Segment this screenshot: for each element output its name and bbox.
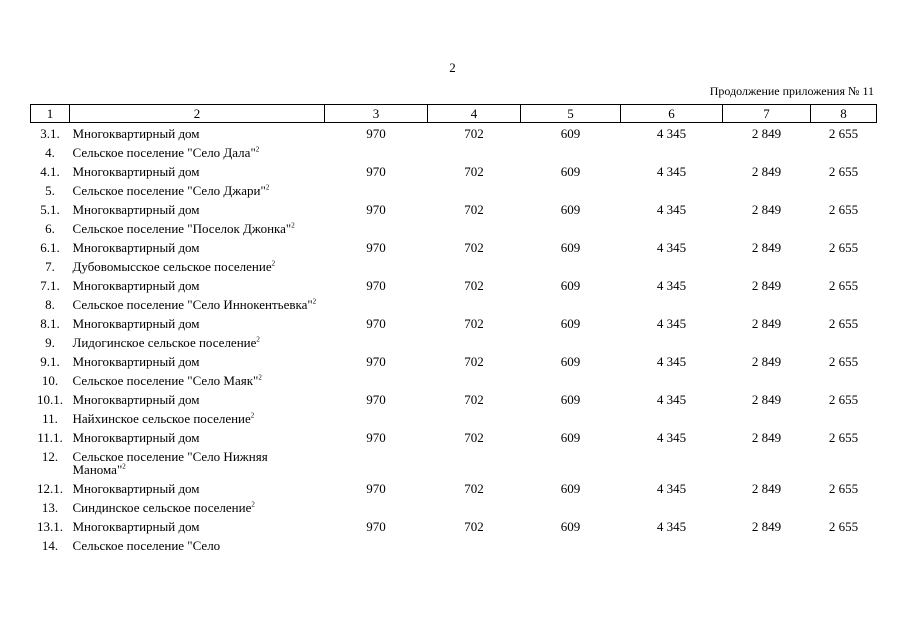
row-name-cell — [70, 409, 325, 428]
footnote-marker: 2 — [250, 411, 255, 420]
value-cell — [428, 447, 521, 479]
value-cell: 2 655 — [828, 164, 859, 179]
header-cell: 1 — [31, 105, 70, 123]
row-name: Многоквартирный дом — [72, 519, 200, 534]
table-row — [31, 181, 877, 200]
value-cell — [521, 143, 621, 162]
value-cell: 970 — [366, 278, 386, 293]
value-cell: 970 — [366, 316, 386, 331]
value-cell: 2 849 — [751, 354, 782, 369]
row-name: Многоквартирный дом — [72, 164, 200, 179]
footnote-marker: 2 — [271, 259, 276, 268]
value-cell: 609 — [560, 354, 581, 369]
value-cell — [325, 498, 428, 517]
table-row — [31, 333, 877, 352]
value-cell — [428, 536, 521, 555]
value-cell — [723, 257, 811, 276]
value-cell: 2 655 — [828, 354, 859, 369]
row-name-cell — [70, 295, 325, 314]
table-row — [31, 498, 877, 517]
value-cell: 970 — [366, 354, 386, 369]
row-name-cell — [70, 143, 325, 162]
value-cell: 609 — [560, 202, 581, 217]
value-cell — [428, 181, 521, 200]
value-cell — [521, 447, 621, 479]
value-cell — [621, 447, 723, 479]
value-cell: 702 — [464, 481, 484, 496]
value-cell — [621, 295, 723, 314]
row-name: Многоквартирный дом — [72, 202, 200, 217]
value-cell — [621, 333, 723, 352]
value-cell — [723, 181, 811, 200]
row-number: 5.1. — [40, 202, 60, 217]
header-cell: 7 — [723, 105, 811, 123]
value-cell — [521, 295, 621, 314]
row-name-cell — [70, 219, 325, 238]
value-cell: 2 849 — [751, 164, 782, 179]
row-number: 12. — [41, 449, 59, 464]
row-number: 4. — [45, 145, 55, 160]
value-cell — [325, 371, 428, 390]
table-body — [31, 123, 877, 556]
footnote-marker: 2 — [265, 183, 270, 192]
value-cell: 2 849 — [751, 278, 782, 293]
value-cell — [521, 219, 621, 238]
value-cell — [325, 536, 428, 555]
value-cell: 2 655 — [828, 240, 859, 255]
value-cell: 970 — [366, 164, 386, 179]
value-cell — [621, 143, 723, 162]
value-cell — [723, 536, 811, 555]
value-cell: 609 — [560, 278, 581, 293]
row-number: 10.1. — [37, 392, 63, 407]
value-cell: 2 655 — [828, 430, 859, 445]
value-cell: 2 849 — [751, 392, 782, 407]
value-cell — [621, 536, 723, 555]
row-name: Многоквартирный дом — [72, 240, 200, 255]
value-cell: 702 — [464, 519, 484, 534]
value-cell: 2 655 — [828, 126, 859, 141]
row-number: 13. — [41, 500, 59, 515]
value-cell: 970 — [366, 481, 386, 496]
row-name: Многоквартирный дом — [72, 316, 200, 331]
header-row — [31, 105, 877, 123]
row-number: 14. — [41, 538, 59, 553]
table-row — [31, 200, 877, 219]
value-cell: 970 — [366, 392, 386, 407]
row-name-cell — [70, 517, 325, 536]
value-cell — [723, 333, 811, 352]
value-cell: 2 655 — [828, 202, 859, 217]
value-cell — [621, 371, 723, 390]
value-cell: 2 655 — [828, 392, 859, 407]
value-cell: 609 — [560, 430, 581, 445]
row-name: Сельское поселение "Село Нижняя Манома" — [72, 449, 268, 477]
value-cell — [723, 371, 811, 390]
value-cell — [811, 536, 877, 555]
row-name-cell — [70, 498, 325, 517]
row-number: 8.1. — [40, 316, 60, 331]
header-cell: 5 — [521, 105, 621, 123]
row-name: Синдинское сельское поселение — [72, 500, 252, 515]
value-cell: 609 — [560, 519, 581, 534]
value-cell: 4 345 — [656, 430, 687, 445]
value-cell: 702 — [464, 164, 484, 179]
row-name: Многоквартирный дом — [72, 430, 200, 445]
value-cell — [811, 447, 877, 479]
value-cell — [325, 409, 428, 428]
row-number: 3.1. — [40, 126, 60, 141]
row-name-cell — [70, 428, 325, 447]
value-cell: 970 — [366, 240, 386, 255]
table-row — [31, 238, 877, 257]
value-cell — [521, 409, 621, 428]
row-number: 12.1. — [37, 481, 63, 496]
value-cell — [521, 536, 621, 555]
value-cell — [325, 257, 428, 276]
value-cell — [521, 181, 621, 200]
row-name-cell — [70, 371, 325, 390]
value-cell — [621, 257, 723, 276]
row-name-cell — [70, 276, 325, 295]
row-number: 6.1. — [40, 240, 60, 255]
value-cell: 2 655 — [828, 278, 859, 293]
row-name: Сельское поселение "Село Иннокентьевка" — [72, 297, 313, 312]
value-cell — [811, 295, 877, 314]
value-cell: 4 345 — [656, 316, 687, 331]
value-cell: 702 — [464, 202, 484, 217]
data-table — [30, 104, 877, 555]
table-row — [31, 447, 877, 479]
value-cell: 2 849 — [751, 126, 782, 141]
row-number: 11. — [42, 411, 58, 426]
value-cell — [621, 219, 723, 238]
row-name: Дубовомысское сельское поселение — [72, 259, 272, 274]
footnote-marker: 2 — [122, 462, 126, 471]
value-cell: 2 655 — [828, 519, 859, 534]
row-name: Сельское поселение "Село Маяк" — [72, 373, 259, 388]
header-cell: 3 — [325, 105, 428, 123]
row-number: 10. — [41, 373, 59, 388]
value-cell: 702 — [464, 354, 484, 369]
value-cell — [325, 295, 428, 314]
footnote-marker: 2 — [312, 297, 317, 306]
value-cell: 2 849 — [751, 481, 782, 496]
row-name-cell — [70, 314, 325, 333]
value-cell — [811, 219, 877, 238]
value-cell — [811, 498, 877, 517]
value-cell: 609 — [560, 392, 581, 407]
row-number: 5. — [45, 183, 55, 198]
value-cell — [428, 257, 521, 276]
row-name-cell — [70, 181, 325, 200]
row-number: 7. — [45, 259, 55, 274]
table-row — [31, 390, 877, 409]
value-cell: 702 — [464, 430, 484, 445]
table-row — [31, 219, 877, 238]
value-cell: 4 345 — [656, 126, 687, 141]
value-cell: 702 — [464, 126, 484, 141]
row-name-cell — [70, 123, 325, 144]
table-row — [31, 517, 877, 536]
row-name-cell — [70, 479, 325, 498]
value-cell: 609 — [560, 316, 581, 331]
row-name: Найхинское сельское поселение — [72, 411, 251, 426]
footnote-marker: 2 — [256, 335, 260, 344]
value-cell — [428, 371, 521, 390]
value-cell: 702 — [464, 316, 484, 331]
value-cell — [428, 143, 521, 162]
footnote-marker: 2 — [258, 373, 262, 382]
table-row — [31, 123, 877, 144]
value-cell: 609 — [560, 164, 581, 179]
value-cell — [811, 371, 877, 390]
footnote-marker: 2 — [291, 221, 295, 230]
table-row — [31, 409, 877, 428]
value-cell: 4 345 — [656, 202, 687, 217]
row-name-cell — [70, 200, 325, 219]
row-number: 13.1. — [37, 519, 63, 534]
value-cell — [325, 143, 428, 162]
table-row — [31, 143, 877, 162]
header-cell: 8 — [811, 105, 877, 123]
value-cell: 609 — [560, 240, 581, 255]
row-name: Сельское поселение "Поселок Джонка" — [72, 221, 292, 236]
value-cell: 970 — [366, 126, 386, 141]
row-name-cell — [70, 536, 325, 555]
value-cell — [621, 181, 723, 200]
row-name-cell — [70, 352, 325, 371]
value-cell — [723, 143, 811, 162]
row-name: Многоквартирный дом — [72, 126, 200, 141]
value-cell: 970 — [366, 202, 386, 217]
value-cell — [325, 333, 428, 352]
value-cell: 702 — [464, 392, 484, 407]
table-row — [31, 162, 877, 181]
value-cell — [428, 498, 521, 517]
value-cell: 4 345 — [656, 240, 687, 255]
table-row — [31, 257, 877, 276]
value-cell — [521, 371, 621, 390]
table-row — [31, 352, 877, 371]
value-cell: 2 849 — [751, 430, 782, 445]
value-cell — [428, 409, 521, 428]
value-cell — [521, 498, 621, 517]
row-name-cell — [70, 238, 325, 257]
value-cell — [811, 257, 877, 276]
value-cell — [325, 447, 428, 479]
row-name: Лидогинское сельское поселение — [72, 335, 257, 350]
row-name: Сельское поселение "Село Дала" — [72, 145, 256, 160]
table-row — [31, 536, 877, 555]
row-number: 9. — [45, 335, 55, 350]
value-cell — [521, 333, 621, 352]
footnote-marker: 2 — [251, 500, 255, 509]
header-cell: 6 — [621, 105, 723, 123]
value-cell: 4 345 — [656, 519, 687, 534]
value-cell — [428, 295, 521, 314]
value-cell: 970 — [366, 430, 386, 445]
value-cell — [723, 498, 811, 517]
row-number: 7.1. — [40, 278, 60, 293]
row-name-cell — [70, 390, 325, 409]
header-cell: 2 — [70, 105, 325, 123]
table-row — [31, 479, 877, 498]
value-cell — [428, 333, 521, 352]
value-cell — [723, 295, 811, 314]
row-name-cell — [70, 333, 325, 352]
value-cell: 4 345 — [656, 164, 687, 179]
page-number: 2 — [449, 60, 456, 75]
row-name: Многоквартирный дом — [72, 278, 200, 293]
row-number: 11.1. — [37, 430, 63, 445]
value-cell — [325, 219, 428, 238]
value-cell: 609 — [560, 481, 581, 496]
value-cell: 702 — [464, 240, 484, 255]
value-cell: 4 345 — [656, 354, 687, 369]
table-row — [31, 428, 877, 447]
row-name: Многоквартирный дом — [72, 481, 200, 496]
value-cell: 4 345 — [656, 481, 687, 496]
row-number: 4.1. — [40, 164, 60, 179]
value-cell: 4 345 — [656, 392, 687, 407]
value-cell — [621, 409, 723, 428]
row-name: Сельское поселение "Село Джари" — [72, 183, 266, 198]
footnote-marker: 2 — [255, 145, 260, 154]
value-cell: 2 849 — [751, 316, 782, 331]
value-cell: 970 — [366, 519, 386, 534]
value-cell — [325, 181, 428, 200]
table-row — [31, 295, 877, 314]
value-cell: 609 — [560, 126, 581, 141]
value-cell: 702 — [464, 278, 484, 293]
table-row — [31, 276, 877, 295]
value-cell — [811, 181, 877, 200]
value-cell — [621, 498, 723, 517]
row-name-cell — [70, 162, 325, 181]
row-number: 9.1. — [40, 354, 60, 369]
value-cell: 4 345 — [656, 278, 687, 293]
value-cell — [723, 447, 811, 479]
row-name: Многоквартирный дом — [72, 354, 200, 369]
value-cell — [428, 219, 521, 238]
header-cell: 4 — [428, 105, 521, 123]
table-row — [31, 314, 877, 333]
row-name-cell — [70, 257, 325, 276]
value-cell — [811, 143, 877, 162]
value-cell: 2 849 — [751, 519, 782, 534]
row-number: 6. — [45, 221, 55, 236]
continuation-label: Продолжение приложения № 11 — [709, 84, 874, 98]
value-cell — [723, 409, 811, 428]
row-name: Сельское поселение "Село — [72, 538, 221, 553]
value-cell — [521, 257, 621, 276]
table-row — [31, 371, 877, 390]
value-cell: 2 655 — [828, 481, 859, 496]
value-cell: 2 655 — [828, 316, 859, 331]
value-cell: 2 849 — [751, 240, 782, 255]
row-number: 8. — [45, 297, 55, 312]
value-cell: 2 849 — [751, 202, 782, 217]
value-cell — [723, 219, 811, 238]
value-cell — [811, 409, 877, 428]
value-cell — [811, 333, 877, 352]
row-name: Многоквартирный дом — [72, 392, 200, 407]
row-name-cell — [70, 447, 325, 479]
